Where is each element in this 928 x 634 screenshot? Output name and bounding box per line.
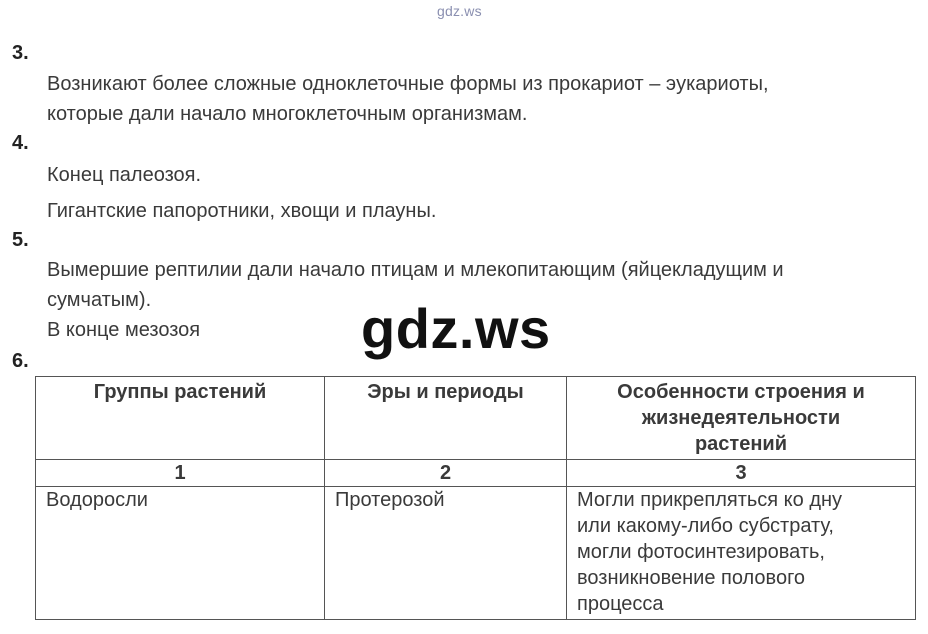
table-row (36, 487, 916, 620)
header-features-line-3: растений (694, 433, 788, 455)
answer-3-line-1: Возникают более сложные одноклеточные формы из прокариот – эукариоты, (47, 73, 769, 95)
watermark-big: gdz.ws (361, 297, 551, 360)
table-index-row (36, 460, 916, 487)
watermark-small: gdz.ws (437, 3, 482, 19)
answer-4-line-1: Конец палеозоя. (47, 164, 202, 186)
answer-3-line-2: которые дали начало многоклеточным организмам. (47, 103, 528, 125)
cell-plant-group: Водоросли (36, 487, 325, 620)
answer-4-line-2: Гигантские папоротники, хвощи и плауны. (47, 200, 437, 222)
cell-features-line-4: возникновение полового (577, 567, 806, 589)
header-eras-periods: Эры и периоды (325, 377, 567, 460)
cell-features-line-2: или какому-либо субстрату, (577, 515, 834, 537)
cell-era: Протерозой (325, 487, 567, 620)
header-plant-groups: Группы растений (36, 377, 325, 460)
column-number-2: 2 (325, 460, 567, 487)
column-number-1: 1 (36, 460, 325, 487)
cell-features-line-1: Могли прикрепляться ко дну (577, 489, 843, 511)
answer-3-number: 3. (12, 42, 29, 64)
header-features (567, 377, 916, 460)
answer-5-line-2: сумчатым). (47, 289, 152, 311)
plants-table (35, 376, 916, 620)
answer-5-number: 5. (12, 229, 29, 251)
cell-features-line-5: процесса (577, 593, 664, 615)
header-features-line-1: Особенности строения и (617, 381, 865, 403)
header-features-line-2: жизнедеятельности (641, 407, 841, 429)
column-number-3: 3 (567, 460, 916, 487)
cell-features (567, 487, 916, 620)
cell-features-line-3: могли фотосинтезировать, (577, 541, 825, 563)
answer-5-line-1: Вымершие рептилии дали начало птицам и млекопитающим (яйцекладущим и (47, 259, 784, 281)
answer-5-line-3: В конце мезозоя (47, 319, 201, 341)
answer-4-number: 4. (12, 132, 29, 154)
table-header-row (36, 377, 916, 460)
answer-6-number: 6. (12, 350, 29, 372)
